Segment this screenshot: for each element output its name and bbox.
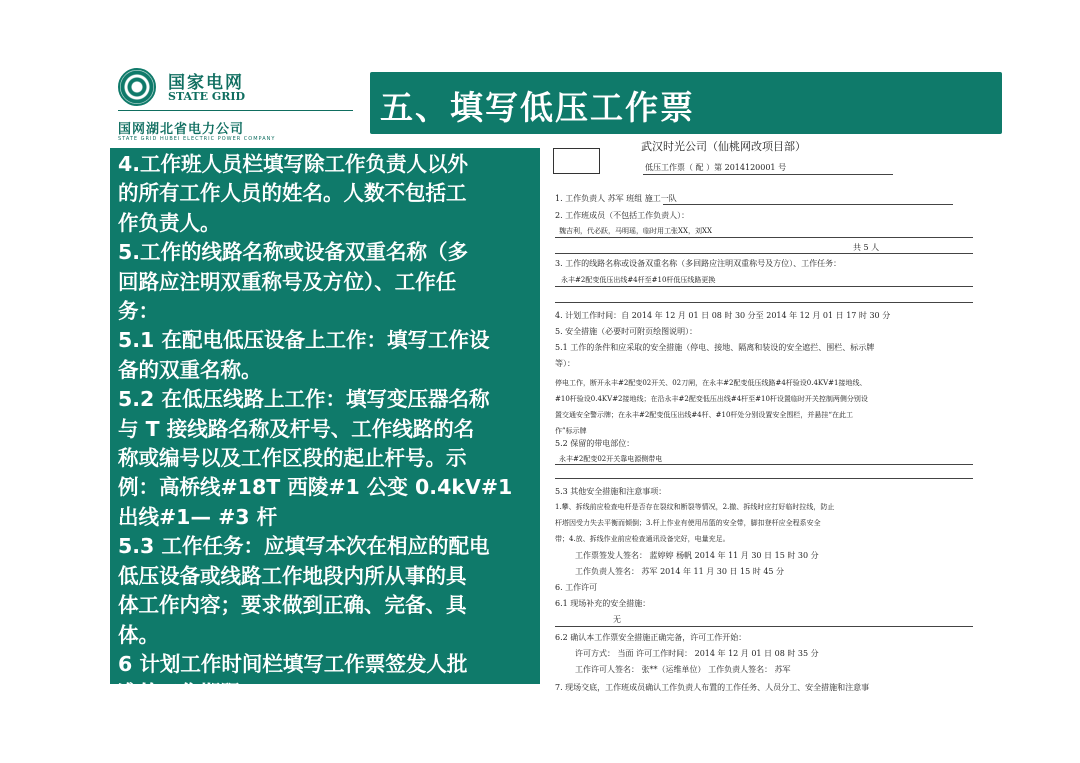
form-row: 作”标示牌 (555, 427, 587, 435)
title-bar (370, 72, 1002, 134)
form-divider (663, 204, 953, 205)
logo-divider (118, 110, 353, 111)
instruction-line: 体。 (118, 622, 159, 647)
instruction-line: 例：高桥线#18T 西陵#1 公变 0.4kV#1 (118, 475, 513, 500)
instruction-line: 作负责人。 (118, 210, 221, 235)
form-row: 工作负责人签名： 苏军 2014 年 11 月 30 日 15 时 45 分 (575, 567, 785, 576)
instruction-line: 准的工作期限。 (118, 681, 262, 706)
form-row: 无 (613, 615, 621, 624)
form-row: 永丰#2配变02开关靠电源侧带电 (559, 455, 663, 463)
logo (118, 68, 358, 144)
form-row: 5.2 保留的带电部位： (555, 439, 635, 448)
form-row: 7. 现场交底，工作班成员确认工作负责人布置的工作任务、人员分工、安全措施和注意事 (555, 683, 870, 692)
form-row: 5. 安全措施（必要时可附页绘图说明）： (555, 327, 698, 336)
form-divider (555, 286, 973, 287)
form-row: 4. 计划工作时间：自 2014 年 12 月 01 日 08 时 30 分至 2014 年 12 月 01 日 17 时 30 分 (555, 311, 891, 320)
form-row: 停电工作，断开永丰#2配变02开关、02刀闸，在永丰#2配变低压线路#4杆验设0.4KV#1接地线、 (555, 379, 867, 387)
instruction-line: 6 计划工作时间栏填写工作票签发人批 (118, 651, 468, 676)
brand-name-cn: 国家电网 (168, 73, 244, 93)
form-divider (555, 478, 973, 479)
instruction-line: 称或编号以及工作区段的起止杆号。示 (118, 446, 467, 471)
slide-title: 五、填写低压工作票 (380, 88, 695, 127)
instruction-line: 低压设备或线路工作地段内所从事的具 (118, 563, 467, 588)
form-row: 共 5 人 (853, 243, 880, 252)
company-name-en: STATE GRID HUBEI ELECTRIC POWER COMPANY (118, 136, 276, 142)
form-divider (643, 174, 893, 175)
form-row: 1. 工作负责人 苏军 班组 施工一队 (555, 194, 677, 203)
form-row: 3. 工作的线路名称或设备双重名称（多回路应注明双重称号及方位）、工作任务： (555, 259, 842, 268)
form-row: 6. 工作许可 (555, 583, 598, 592)
instruction-line: 出线#1— #3 杆 (118, 504, 278, 529)
form-row: 2. 工作班成员（不包括工作负责人）： (555, 211, 690, 220)
form-company-title: 武汉时光公司（仙桃网改项目部） (641, 140, 806, 153)
form-corner-box (553, 148, 600, 174)
form-row: 带；4.放、拆线作业前应检查通讯设备完好，电量充足。 (555, 535, 730, 543)
form-row: 魏吉利，代必跃，马明瑶，临时用工张XX，刘XX (559, 227, 712, 235)
form-row: 置交通安全警示牌；在永丰#2配变低压出线#4杆、#10杆处分别设置安全围栏，并悬挂“在此工 (555, 411, 853, 419)
form-divider (555, 237, 973, 238)
form-row: 1.攀、拆线前应检查电杆是否存在裂纹和断裂等情况，2.撤、拆线时应打好临时拉线，防止 (555, 503, 835, 511)
form-divider (555, 253, 973, 254)
instruction-line: 5.2 在低压线路上工作：填写变压器名称 (118, 387, 490, 412)
instruction-line: 的所有工作人员的姓名。人数不包括工 (118, 181, 467, 206)
company-name-cn: 国网湖北省电力公司 (118, 122, 245, 137)
instruction-line: 务： (118, 299, 159, 324)
form-row: #10杆验设0.4KV#2接地线；在沿永丰#2配变低压出线#4杆至#10杆设置临时开关控制两侧分别设 (555, 395, 868, 403)
instruction-line: 5.1 在配电低压设备上工作：填写工作设 (118, 328, 490, 353)
instruction-line: 4.工作班人员栏填写除工作负责人以外 (118, 152, 469, 176)
work-ticket-form (553, 136, 978, 696)
form-divider (555, 302, 973, 303)
instruction-line: 回路应注明双重称号及方位）、工作任 (118, 269, 457, 294)
form-divider (555, 464, 973, 465)
form-row: 永丰#2配变低压出线#4杆至#10杆低压线路更换 (561, 276, 716, 284)
instruction-line: 与 T 接线路名称及杆号、工作线路的名 (118, 416, 475, 441)
instructions-text (118, 150, 534, 709)
instruction-line: 备的双重名称。 (118, 357, 262, 382)
brand-name-en: STATE GRID (168, 90, 246, 103)
form-row: 工作票签发人签名： 蓝婷婷 杨帆 2014 年 11 月 30 日 15 时 30 分 (575, 551, 819, 560)
form-row: 工作许可人签名： 张**（运维单位） 工作负责人签名： 苏军 (575, 665, 791, 674)
instruction-line: 5.3 工作任务：应填写本次在相应的配电 (118, 534, 490, 559)
form-ticket-number: 低压工作票（ 配 ）第 2014120001 号 (645, 163, 787, 172)
instruction-line: 体工作内容；要求做到正确、完备、具 (118, 593, 467, 618)
form-row: 5.3 其他安全措施和注意事项： (555, 487, 667, 496)
form-row: 5.1 工作的条件和应采取的安全措施（停电、接地、隔离和装设的安全遮拦、围栏、标示牌 (555, 343, 875, 352)
form-row: 6.1 现场补充的安全措施： (555, 599, 651, 608)
form-divider (555, 626, 973, 627)
form-row: 许可方式： 当面 许可工作时间： 2014 年 12 月 01 日 08 时 35 分 (575, 649, 819, 658)
instruction-line: 5.工作的线路名称或设备双重名称（多 (118, 240, 469, 265)
instructions-panel (110, 148, 540, 706)
form-row: 杆塔因受力失去平衡而倾倒；3.杆上作业有使用吊篮的安全带，脚扣登杆应全程系安全 (555, 519, 821, 527)
form-row: 等）： (555, 359, 575, 368)
form-row: 6.2 确认本工作票安全措施正确完备，许可工作开始： (555, 633, 747, 642)
state-grid-logo-icon (118, 68, 156, 106)
